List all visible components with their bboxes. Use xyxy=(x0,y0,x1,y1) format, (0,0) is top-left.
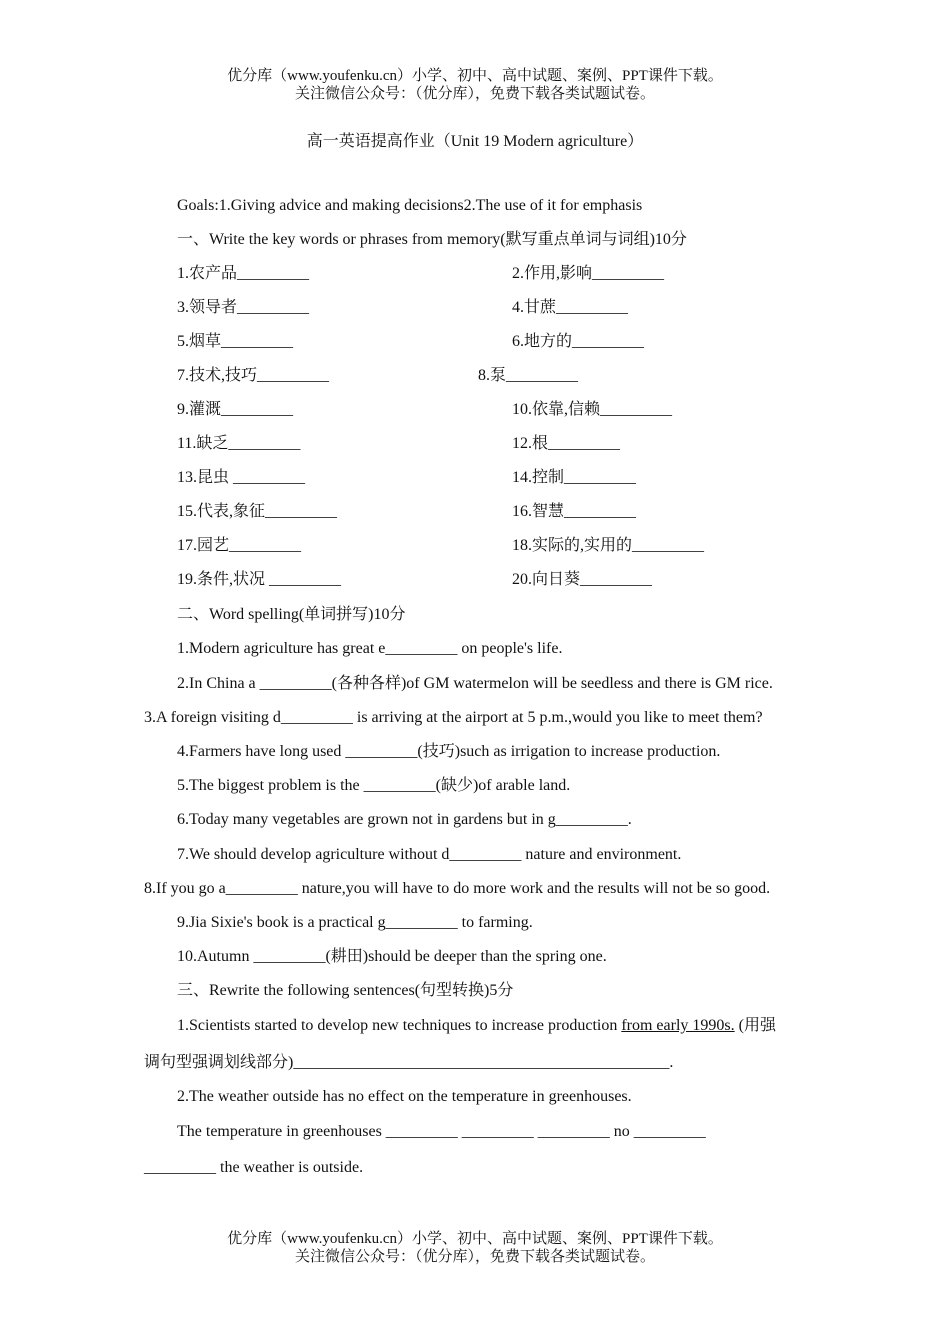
spelling-item-3: 3.A foreign visiting d_________ is arriving at the airport at 5 p.m.,would you like to meet them? xyxy=(144,709,763,726)
page-title: 高一英语提高作业（Unit 19 Modern agriculture） xyxy=(306,133,644,150)
goals-line: Goals:1.Giving advice and making decisions2.The use of it for emphasis xyxy=(177,197,643,214)
vocab-item-20: 20.向日葵_________ xyxy=(512,571,653,588)
vocab-item-15: 15.代表,象征_________ xyxy=(177,503,338,520)
rewrite-item-1-text: 1.Scientists started to develop new techniques to increase production xyxy=(177,1017,622,1034)
spelling-item-7: 7.We should develop agriculture without d_________ nature and environment. xyxy=(177,846,682,863)
section3-heading: 三、Rewrite the following sentences(句型转换)5分 xyxy=(177,982,514,999)
section1-heading: 一、Write the key words or phrases from memory(默写重点单词与词组)10分 xyxy=(177,231,687,248)
spelling-item-9: 9.Jia Sixie's book is a practical g_________ to farming. xyxy=(177,914,533,931)
vocab-item-17: 17.园艺_________ xyxy=(177,537,302,554)
rewrite-item-2-answer-line-2: _________ the weather is outside. xyxy=(144,1159,364,1176)
vocab-item-2: 2.作用,影响_________ xyxy=(512,265,665,282)
vocab-item-14: 14.控制_________ xyxy=(512,469,637,486)
vocab-item-9: 9.灌溉_________ xyxy=(177,401,294,418)
rewrite-item-1 xyxy=(177,1016,776,1036)
section2-heading: 二、Word spelling(单词拼写)10分 xyxy=(177,606,406,623)
spelling-item-8: 8.If you go a_________ nature,you will have to do more work and the results will not be so good. xyxy=(144,880,771,897)
rewrite-item-2-answer-line-1: The temperature in greenhouses _________ _________ _________ no _________ xyxy=(177,1123,706,1140)
header-line-1: 优分库（www.youfenku.cn）小学、初中、高中试题、案例、PPT课件下载。 xyxy=(227,68,723,84)
rewrite-item-1-underlined: from early 1990s. xyxy=(621,1017,735,1034)
spelling-item-1: 1.Modern agriculture has great e_________ on people's life. xyxy=(177,640,563,657)
spelling-item-4: 4.Farmers have long used _________(技巧)such as irrigation to increase production. xyxy=(177,743,721,760)
vocab-item-7: 7.技术,技巧_________ xyxy=(177,367,330,384)
vocab-item-8: 8.泵_________ xyxy=(478,367,579,384)
rewrite-item-2: 2.The weather outside has no effect on the temperature in greenhouses. xyxy=(177,1088,632,1105)
spelling-item-6: 6.Today many vegetables are grown not in gardens but in g_________. xyxy=(177,811,632,828)
vocab-item-13: 13.昆虫 _________ xyxy=(177,469,306,486)
vocab-item-5: 5.烟草_________ xyxy=(177,333,294,350)
vocab-item-19: 19.条件,状况 _________ xyxy=(177,571,342,588)
vocab-item-4: 4.甘蔗_________ xyxy=(512,299,629,316)
vocab-item-18: 18.实际的,实用的_________ xyxy=(512,537,705,554)
rewrite-item-1-note: (用强 xyxy=(734,1017,776,1034)
vocab-item-12: 12.根_________ xyxy=(512,435,621,452)
vocab-item-3: 3.领导者_________ xyxy=(177,299,310,316)
vocab-item-16: 16.智慧_________ xyxy=(512,503,637,520)
vocab-item-6: 6.地方的_________ xyxy=(512,333,645,350)
header-line-2: 关注微信公众号：（优分库），免费下载各类试题试卷。 xyxy=(294,86,655,102)
spelling-item-2: 2.In China a _________(各种各样)of GM watermelon will be seedless and there is GM rice. xyxy=(177,675,773,692)
footer-line-2: 关注微信公众号：（优分库），免费下载各类试题试卷。 xyxy=(294,1249,655,1265)
vocab-item-11: 11.缺乏_________ xyxy=(177,435,301,452)
vocab-item-1: 1.农产品_________ xyxy=(177,265,310,282)
vocab-item-10: 10.依靠,信赖_________ xyxy=(512,401,673,418)
rewrite-item-1-answer-line: 调句型强调划线部分)_______________________________________________. xyxy=(144,1054,674,1071)
spelling-item-10: 10.Autumn _________(耕田)should be deeper than the spring one. xyxy=(177,948,607,965)
footer-line-1: 优分库（www.youfenku.cn）小学、初中、高中试题、案例、PPT课件下载。 xyxy=(227,1231,723,1247)
spelling-item-5: 5.The biggest problem is the _________(缺少)of arable land. xyxy=(177,777,571,794)
